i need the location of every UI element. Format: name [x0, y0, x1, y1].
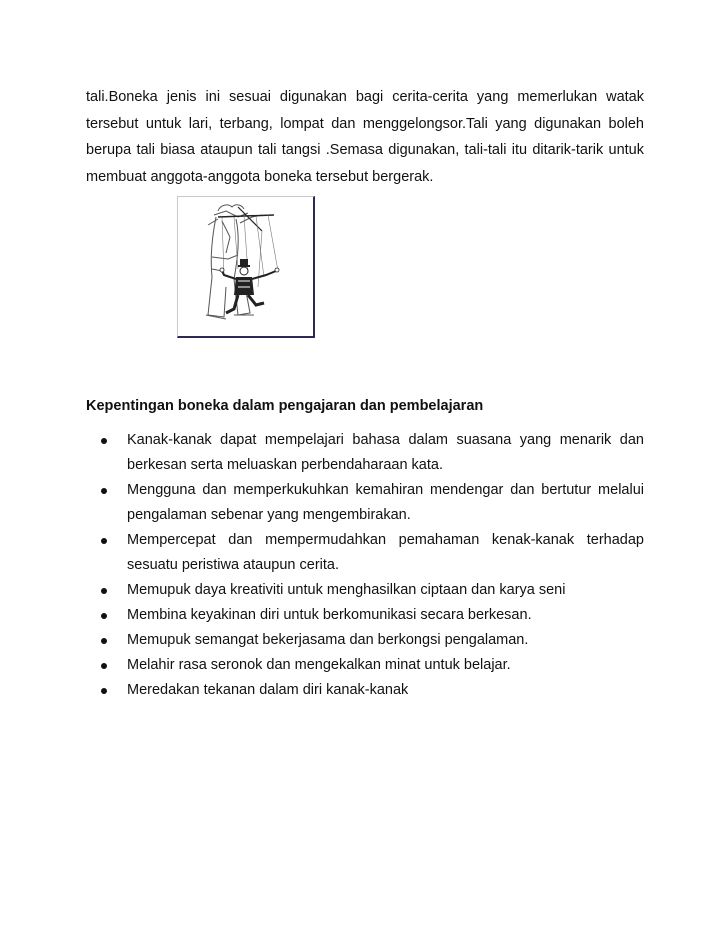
marionette-illustration	[177, 196, 315, 338]
bullet-text: Kanak-kanak dapat mempelajari bahasa dalam suasana yang menarik dan berkesan serta meluaskan perbendaharaan kata.	[127, 432, 644, 473]
bullet-icon	[101, 538, 107, 544]
bullet-text: Memupuk semangat bekerjasama dan berkongsi pengalaman.	[127, 632, 529, 648]
bullet-item	[86, 678, 644, 703]
bullet-item	[86, 603, 644, 628]
bullet-text: Mempercepat dan mempermudahkan pemahaman kenak-kanak terhadap sesuatu peristiwa ataupun cerita.	[127, 532, 644, 573]
bullet-text: Memupuk daya kreativiti untuk menghasilkan ciptaan dan karya seni	[127, 582, 566, 598]
marionette-drawing	[178, 197, 313, 336]
bullet-list	[86, 428, 644, 703]
body-paragraph: tali.Boneka jenis ini sesuai digunakan bagi cerita-cerita yang memerlukan watak tersebut untuk lari, terbang, lompat dan menggelongsor.Tali yang digunakan boleh berupa tali biasa ataupun tali tangsi .Semasa digunakan, tali-tali itu ditarik-tarik untuk membuat anggota-anggota boneka tersebut bergerak.	[86, 89, 644, 185]
bullet-icon	[101, 638, 107, 644]
bullet-text: Meredakan tekanan dalam diri kanak-kanak	[127, 682, 409, 698]
bullet-item	[86, 653, 644, 678]
bullet-item	[86, 478, 644, 528]
bullet-icon	[101, 438, 107, 444]
bullet-icon	[101, 688, 107, 694]
bullet-icon	[101, 588, 107, 594]
bullet-item	[86, 428, 644, 478]
bullet-text: Melahir rasa seronok dan mengekalkan minat untuk belajar.	[127, 657, 511, 673]
bullet-text: Mengguna dan memperkukuhkan kemahiran mendengar dan bertutur melalui pengalaman sebenar yang mengembirakan.	[127, 482, 644, 523]
bullet-item	[86, 528, 644, 578]
bullet-item	[86, 628, 644, 653]
bullet-icon	[101, 663, 107, 669]
section-heading: Kepentingan boneka dalam pengajaran dan pembelajaran	[86, 398, 484, 414]
bullet-text: Membina keyakinan diri untuk berkomunikasi secara berkesan.	[127, 607, 532, 623]
bullet-icon	[101, 488, 107, 494]
bullet-icon	[101, 613, 107, 619]
bullet-item	[86, 578, 644, 603]
